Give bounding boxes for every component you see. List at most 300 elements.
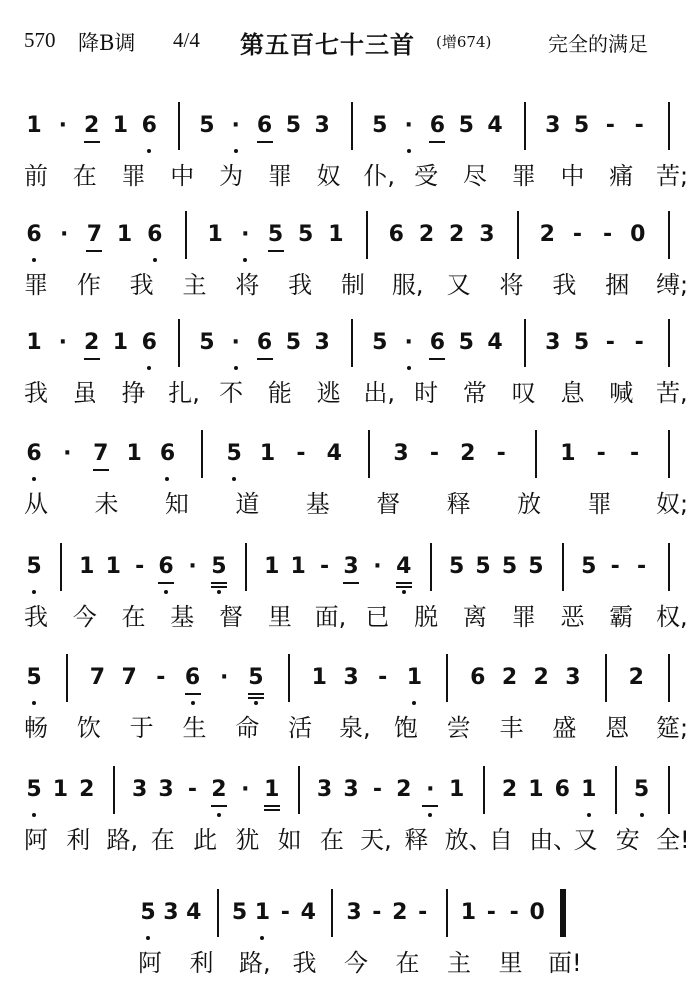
note: 3 [343, 554, 359, 579]
lyric: 释 [446, 490, 471, 518]
barline [66, 654, 68, 702]
note: - [605, 330, 615, 355]
note: 1 [290, 554, 306, 579]
note: 1 [528, 777, 544, 802]
lyric: 罪 [587, 490, 612, 518]
lyric: 中 [560, 162, 585, 190]
lyric: 将 [235, 271, 260, 299]
barline [288, 654, 290, 702]
score-line [0, 217, 700, 327]
lyric: 仆, [363, 162, 396, 190]
barline [615, 766, 617, 814]
lyric: 筵; [656, 714, 689, 742]
lyric: 盛 [552, 714, 577, 742]
notation-row [0, 325, 700, 373]
note: - [372, 777, 382, 802]
note: 1 [116, 222, 133, 247]
underline [257, 141, 273, 143]
low-octave-dot [234, 149, 238, 153]
note: 7 [93, 441, 109, 466]
lyric: 挣 [121, 379, 146, 407]
underline [268, 250, 284, 252]
low-octave-dot [32, 258, 36, 262]
notation-row [0, 217, 700, 265]
note: 1 [264, 777, 280, 802]
note: 2 [628, 665, 644, 690]
lyric: 为 [219, 162, 244, 190]
dot-mark: · [404, 113, 413, 138]
lyrics-row [0, 712, 700, 748]
underline [257, 358, 273, 360]
lyric: 能 [267, 379, 292, 407]
note: 6 [429, 330, 446, 355]
lyric: 苦; [656, 162, 689, 190]
lyric: 中 [170, 162, 195, 190]
barline [535, 430, 537, 478]
note: 1 [126, 441, 142, 466]
lyric: 在 [319, 826, 344, 854]
note: 0 [529, 900, 545, 925]
note: - [596, 441, 606, 466]
note: 3 [545, 113, 561, 138]
note: 2 [449, 222, 465, 247]
lyric: 时 [414, 379, 439, 407]
note: 2 [79, 777, 95, 802]
note: 1 [207, 222, 223, 247]
lyric: 利 [189, 949, 214, 977]
lyric: 霸 [609, 603, 634, 631]
barline [668, 654, 670, 702]
lyric: 面, [314, 603, 347, 631]
lyric: 阿 [138, 949, 162, 977]
lyric: 主 [182, 271, 207, 299]
underline [343, 582, 359, 584]
note: 5 [26, 665, 42, 690]
barline [446, 654, 448, 702]
note: 3 [132, 777, 148, 802]
note: 5 [458, 113, 474, 138]
low-octave-dot [32, 701, 36, 705]
note: 5 [226, 441, 242, 466]
note: 4 [487, 330, 503, 355]
dot-mark: · [404, 330, 413, 355]
note: 3 [314, 113, 330, 138]
score-line [0, 660, 700, 770]
note: 5 [449, 554, 465, 579]
low-octave-dot [412, 701, 416, 705]
note: 3 [343, 665, 359, 690]
note: 6 [554, 777, 570, 802]
low-octave-dot [587, 813, 591, 817]
lyric: 又 [573, 826, 598, 854]
note: 3 [346, 900, 362, 925]
note: 5 [231, 900, 248, 925]
note: 3 [163, 900, 179, 925]
lyric: 脱 [414, 603, 439, 631]
note: 1 [254, 900, 271, 925]
note: 1 [328, 222, 344, 247]
barline [178, 102, 180, 150]
lyric: 今 [72, 603, 97, 631]
note: 7 [89, 665, 106, 690]
lyric: 出, [363, 379, 396, 407]
dot-mark: · [241, 777, 250, 802]
note: 4 [186, 900, 202, 925]
note: 5 [581, 554, 597, 579]
low-octave-dot [146, 936, 150, 940]
note: 1 [406, 665, 423, 690]
barline [217, 889, 219, 937]
lyric: 叹 [511, 379, 536, 407]
underline [158, 582, 174, 584]
lyric: 里 [498, 949, 523, 977]
note: 5 [372, 330, 388, 355]
lyric: 里 [267, 603, 292, 631]
notation-row [0, 108, 700, 156]
lyric: 畅 [24, 714, 48, 742]
note: 6 [470, 665, 486, 690]
low-octave-dot [217, 590, 221, 594]
barline [331, 889, 333, 937]
notation-row [0, 660, 700, 708]
note: 5 [573, 113, 590, 138]
barline [178, 319, 180, 367]
note: - [418, 900, 428, 925]
low-octave-dot [428, 813, 432, 817]
underline [86, 250, 102, 252]
note: 6 [141, 113, 157, 138]
note: 2 [460, 441, 476, 466]
low-octave-dot [402, 590, 406, 594]
lyric: 从 [24, 490, 48, 518]
lyrics-row [0, 377, 700, 413]
underline-2 [264, 809, 280, 811]
note: 2 [418, 222, 435, 247]
lyric: 我 [288, 271, 313, 299]
lyric: 罪 [24, 271, 48, 299]
underline [248, 693, 264, 695]
lyrics-row [0, 160, 700, 196]
low-octave-dot [32, 590, 36, 594]
barline [668, 319, 670, 367]
note: 3 [316, 777, 333, 802]
note: - [429, 441, 439, 466]
lyrics-row [0, 269, 700, 305]
low-octave-dot [407, 149, 411, 153]
note: 2 [396, 777, 412, 802]
note: 4 [487, 113, 503, 138]
note: 2 [83, 330, 100, 355]
note: 5 [528, 554, 544, 579]
note: 3 [158, 777, 174, 802]
hymn-number: 570 [24, 28, 56, 52]
lyric: 在 [121, 603, 146, 631]
lyric: 制 [341, 271, 365, 299]
lyric: 督 [376, 490, 401, 518]
lyric: 已 [365, 603, 390, 631]
note: 1 [449, 777, 465, 802]
note: 6 [141, 330, 157, 355]
note: 5 [199, 113, 215, 138]
lyric: 离 [462, 603, 487, 631]
dot-mark: · [58, 330, 67, 355]
barline [430, 543, 432, 591]
barline [517, 211, 519, 259]
note: - [572, 222, 582, 247]
note: 3 [393, 441, 409, 466]
barline [524, 102, 526, 150]
note: 6 [388, 222, 404, 247]
note: - [634, 330, 644, 355]
low-octave-dot [191, 701, 195, 705]
low-octave-dot [254, 701, 258, 705]
lyric: 督 [219, 603, 244, 631]
barline [201, 430, 203, 478]
dot-mark: · [63, 441, 72, 466]
note: 4 [326, 441, 342, 466]
lyric: 在 [150, 826, 175, 854]
lyric: 前 [24, 162, 48, 190]
notation-row [0, 895, 700, 943]
lyric: 喊 [609, 379, 634, 407]
note: 5 [267, 222, 284, 247]
note: - [135, 554, 145, 579]
note: 1 [581, 777, 597, 802]
lyric: 路, [239, 949, 271, 977]
dot-mark: · [220, 665, 229, 690]
underline [211, 805, 227, 807]
low-octave-dot [147, 149, 151, 153]
lyric: 尽 [462, 162, 487, 190]
underline [396, 582, 412, 584]
lyrics-row [0, 488, 700, 524]
lyric: 我 [24, 603, 48, 631]
note: 5 [248, 665, 264, 690]
hymn-subtitle: 完全的满足 [548, 32, 648, 56]
lyric: 由、 [529, 826, 578, 854]
barline [245, 543, 247, 591]
note: 3 [343, 777, 359, 802]
note: 1 [26, 330, 42, 355]
note: 6 [429, 113, 446, 138]
note: - [320, 554, 330, 579]
low-octave-dot [234, 366, 238, 370]
low-octave-dot [232, 477, 236, 481]
lyric: 道 [235, 490, 260, 518]
barline [351, 319, 353, 367]
underline [211, 582, 227, 584]
note: 6 [184, 665, 201, 690]
note: 1 [105, 554, 121, 579]
score-line [0, 549, 700, 659]
underline [429, 358, 445, 360]
lyrics-row [0, 824, 700, 860]
lyric: 丰 [499, 714, 524, 742]
note: - [605, 113, 615, 138]
barline [524, 319, 526, 367]
note: - [280, 900, 290, 925]
lyric: 奴; [656, 490, 689, 518]
lyric: 全! [656, 826, 690, 854]
lyric: 痛 [609, 162, 634, 190]
lyric: 恶 [560, 603, 585, 631]
dot-mark: · [241, 222, 250, 247]
lyric: 我 [552, 271, 577, 299]
barline [298, 766, 300, 814]
lyric: 将 [499, 271, 524, 299]
note: 5 [26, 554, 42, 579]
note: 5 [501, 554, 518, 579]
barline [446, 889, 448, 937]
underline-2 [396, 586, 412, 588]
lyric: 基 [170, 603, 195, 631]
lyric: 不 [219, 379, 244, 407]
note: 5 [199, 330, 215, 355]
underline [185, 693, 201, 695]
dot-mark: · [426, 777, 435, 802]
notation-row [0, 436, 700, 484]
lyric: 逃 [316, 379, 341, 407]
dot-mark: · [60, 222, 69, 247]
low-octave-dot [260, 936, 264, 940]
hymn-title: 第五百七十三首 [240, 31, 415, 59]
lyric: 今 [344, 949, 368, 977]
note: 1 [79, 554, 95, 579]
notation-row [0, 549, 700, 597]
barline [605, 654, 607, 702]
lyric: 命 [235, 714, 260, 742]
note: - [156, 665, 166, 690]
lyric: 在 [72, 162, 97, 190]
barline [483, 766, 485, 814]
lyric: 饮 [76, 714, 101, 742]
note: - [378, 665, 388, 690]
lyric: 此 [193, 826, 218, 854]
note: 2 [392, 900, 408, 925]
score-line [0, 895, 700, 1005]
note: 3 [545, 330, 561, 355]
barline [366, 211, 368, 259]
note: 5 [140, 900, 156, 925]
underline [84, 358, 100, 360]
note: 6 [256, 330, 273, 355]
note: 7 [86, 222, 103, 247]
note: 5 [26, 777, 42, 802]
score-line [0, 108, 700, 218]
lyric: 常 [462, 379, 487, 407]
note: 6 [159, 441, 176, 466]
barline [368, 430, 370, 478]
note: 5 [633, 777, 650, 802]
low-octave-dot [147, 366, 151, 370]
note: - [372, 900, 382, 925]
underline [429, 141, 445, 143]
lyric: 阿 [24, 826, 48, 854]
note: 4 [396, 554, 412, 579]
lyric: 犹 [235, 826, 260, 854]
note: - [486, 900, 496, 925]
underline [422, 805, 438, 807]
lyric: 我 [129, 271, 154, 299]
note: 5 [458, 330, 474, 355]
lyric: 我 [292, 949, 317, 977]
barline [562, 543, 564, 591]
note: - [630, 441, 640, 466]
lyric: 利 [66, 826, 91, 854]
note: 1 [112, 113, 129, 138]
lyric: 安 [615, 826, 640, 854]
note: 0 [630, 222, 646, 247]
note: 1 [560, 441, 576, 466]
note: 2 [539, 222, 555, 247]
key-signature: 降B调 [78, 31, 136, 55]
lyric: 路, [106, 826, 139, 854]
notation-row [0, 772, 700, 820]
lyric: 扎, [168, 379, 200, 407]
underline-2 [248, 697, 264, 699]
dot-mark: · [188, 554, 197, 579]
note: 1 [26, 113, 42, 138]
note: 6 [26, 441, 42, 466]
lyric: 罪 [267, 162, 292, 190]
low-octave-dot [407, 366, 411, 370]
lyric: 罪 [121, 162, 146, 190]
lyric: 作 [76, 271, 101, 299]
lyric: 奴 [316, 162, 341, 190]
low-octave-dot [243, 258, 247, 262]
lyric: 如 [277, 826, 302, 854]
barline [560, 889, 566, 937]
note: 1 [259, 441, 276, 466]
lyric: 苦, [656, 379, 688, 407]
score-line [0, 325, 700, 435]
lyric: 面! [548, 949, 582, 977]
note: 5 [285, 113, 302, 138]
lyric: 虽 [72, 379, 97, 407]
note: 2 [533, 665, 549, 690]
lyric: 又 [446, 271, 471, 299]
note: 5 [285, 330, 302, 355]
dot-mark: · [373, 554, 382, 579]
note: 7 [121, 665, 137, 690]
low-octave-dot [640, 813, 644, 817]
note: - [610, 554, 620, 579]
dot-mark: · [231, 113, 240, 138]
note: 4 [300, 900, 316, 925]
lyric: 自 [488, 826, 513, 854]
low-octave-dot [32, 813, 36, 817]
note: - [296, 441, 306, 466]
low-octave-dot [153, 258, 157, 262]
note: 2 [83, 113, 100, 138]
note: 6 [147, 222, 163, 247]
lyric: 释 [404, 826, 429, 854]
barline [668, 211, 670, 259]
note: - [509, 900, 519, 925]
lyric: 缚; [656, 271, 689, 299]
score-line [0, 772, 700, 882]
lyric: 天, [360, 826, 392, 854]
lyric: 放 [517, 490, 542, 518]
lyric: 在 [395, 949, 420, 977]
low-octave-dot [165, 477, 169, 481]
lyric: 息 [560, 379, 585, 407]
lyric: 未 [94, 490, 119, 518]
note: - [634, 113, 644, 138]
note: 3 [479, 222, 495, 247]
lyrics-row [0, 601, 700, 637]
dot-mark: · [58, 113, 67, 138]
